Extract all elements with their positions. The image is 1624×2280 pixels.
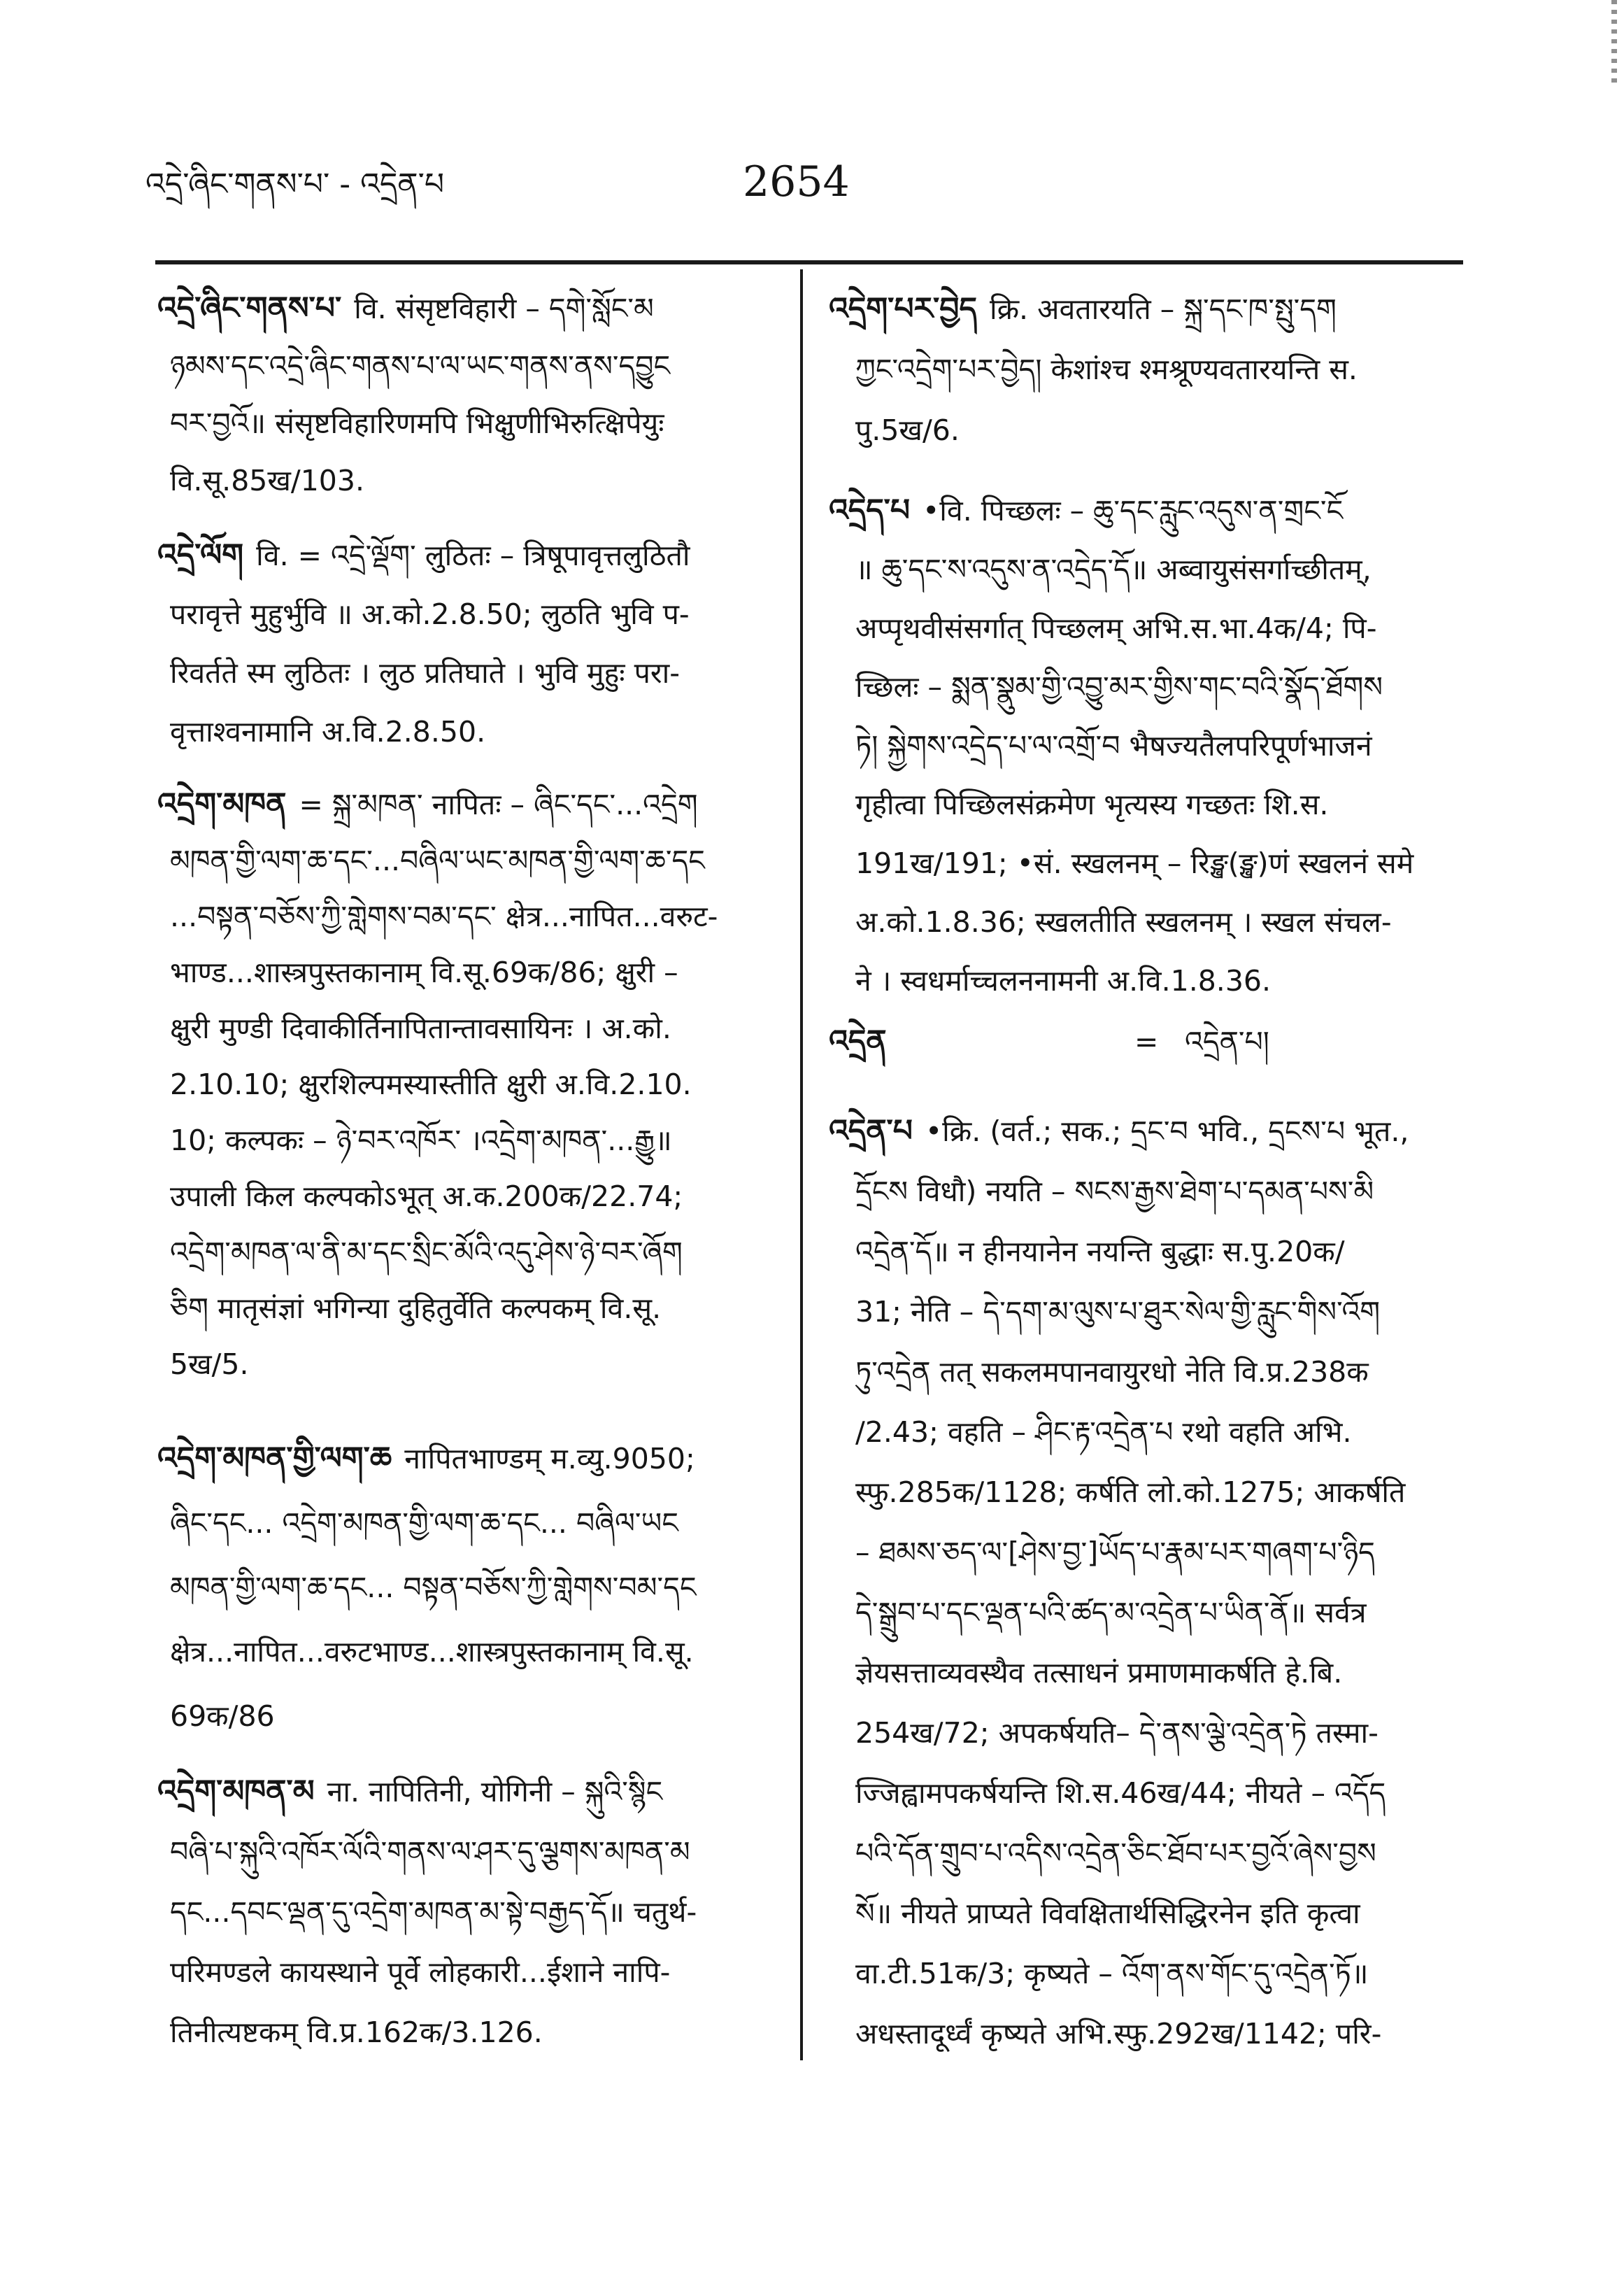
entry-headword: འདྲེག་མཁན་མ xyxy=(157,1773,315,1809)
entry-line: अधस्तादूर्ध्वं कृष्यते अभि.स्फु.292ख/1142; परि- xyxy=(855,2017,1382,2051)
equals-sign: = xyxy=(1134,1025,1159,1058)
entry-line: पु.5ख/6. xyxy=(855,413,960,447)
entry-line xyxy=(829,481,1465,540)
entry-line: ཅིག मातृसंज्ञां भगिन्या दुहितुर्वेति कल्पकम् वि.सू. xyxy=(170,1291,662,1325)
entry-line: /2.43; वहति – ཤིང་རྟ་འདྲེན་པ रथो वहति अभि. xyxy=(855,1415,1352,1449)
entry-line xyxy=(829,1101,1465,1161)
entry-text: नापितभाण्डम् म.व्यु.9050; xyxy=(404,1442,695,1475)
entry-line: परावृत्ते मुहुर्भुवि ॥ अ.को.2.8.50; लुठति भुवि प- xyxy=(170,597,690,631)
dictionary-entry xyxy=(157,526,790,761)
entry-line: – ཐམས་ཅད་ལ་[ཤེས་བྱ་]ཡོད་པ་རྣམ་པར་གཞག་པ་ཉིད xyxy=(855,1536,1375,1569)
entry-headword: འདྲེག་པར་བྱེད xyxy=(829,291,977,327)
entry-line: ...བསྟན་བཅོས་ཀྱི་གླེགས་བམ་དང་ क्षेत्र...नापित...वरुट- xyxy=(170,900,718,933)
scan-edge-artifact xyxy=(1611,0,1617,83)
entry-line: དྲོངས विधौ) नयति – སངས་རྒྱས་ཐེག་པ་དམན་པས་མི xyxy=(855,1175,1374,1208)
entry-line: དང...དབང་ལྡན་དུ་འདྲེག་མཁན་མ་སྟེ་བརྒྱད་དོ॥ चतुर्थ- xyxy=(170,1895,697,1929)
entry-headword: འདྲེན་པ xyxy=(829,1113,913,1149)
entry-line xyxy=(829,278,1465,339)
entry-line: अप्पृथवीसंसर्गात् पिच्छलम् अभि.स.भा.4क/4; पि- xyxy=(855,611,1377,645)
entry-line: परिमण्डले कायस्थाने पूर्वे लोहकारी...ईशाने नापि- xyxy=(170,1955,671,1989)
right-column xyxy=(829,0,1465,2280)
entry-line: ཉམས་དང་འདྲེ་ཞིང་གནས་པ་ལ་ཡང་གནས་ནས་དབྱུང xyxy=(170,349,671,383)
entry-line: उपाली किल कल्पकोऽभूत् अ.क.200क/22.74; xyxy=(170,1180,683,1213)
entry-text: •क्रि. (वर्त.; सक.; དྲང་བ भवि., དྲངས་པ भूत., xyxy=(925,1114,1409,1148)
entry-text: ना. नापितिनी, योगिनी – སྐུའི་སྙིང xyxy=(327,1775,663,1808)
entry-line: वि.सू.85ख/103. xyxy=(170,464,365,497)
left-column xyxy=(157,0,790,2280)
entry-line xyxy=(157,1762,790,1822)
entry-line: 69क/86 xyxy=(170,1699,275,1733)
entry-headword: འདྲེ་ལོག xyxy=(157,537,244,573)
entry-line: गृहीत्वा पिच्छिलसंक्रमेण भृत्यस्य गच्छतः शि.स. xyxy=(855,788,1329,821)
entry-line: भाण्ड...शास्त्रपुस्तकानाम् वि.सू.69क/86; क्षुरी – xyxy=(170,956,678,989)
entry-line: ज्जिह्वामपकर्षयन्ति शि.स.46ख/44; नीयते – འདོད xyxy=(855,1776,1386,1810)
entry-line: ने । स्वधर्माच्चलननामनी अ.वि.1.8.36. xyxy=(855,964,1272,998)
running-header-range: འདྲེ་ཞིང་གནས་པ་ - འདྲེན་པ xyxy=(145,167,445,202)
entry-line: अ.को.1.8.36; स्खलतीति स्खलनम् । स्खल संचल- xyxy=(855,905,1392,939)
entry-text: क्रि. अवतारयति – སྐྲ་དང་ཁ་སྤུ་དག xyxy=(989,292,1337,326)
entry-line: क्षेत्र...नापित...वरुटभाण्ड...शास्त्रपुस्तकानाम् वि.सू. xyxy=(170,1635,694,1669)
entry-text: वि. = འདྲེ་ལྡོག་ लुठितः – त्रिषूपावृत्तलुठितौ xyxy=(256,539,690,572)
entry-line: སོ॥ नीयते प्राप्यते विवक्षितार्थसिद्धिरनेन इति कृत्वा xyxy=(855,1897,1360,1930)
column-divider xyxy=(800,269,803,2060)
entry-headword: འདྲེད་པ xyxy=(829,493,911,528)
dictionary-entry xyxy=(157,777,790,1392)
entry-line: वा.टी.51क/3; कृष्यते – འོག་ནས་གོང་དུ་འདྲེན་ཏོ॥ xyxy=(855,1957,1369,1990)
dictionary-entry xyxy=(157,1762,790,2062)
entry-line: བར་བྱའོ॥ संसृष्टविहारिणमपि भिक्षुणीभिरुत्क्षिपेयुः xyxy=(170,406,664,440)
entry-line xyxy=(829,1012,1465,1071)
dictionary-entry xyxy=(829,278,1465,461)
entry-line: तिनीत्यष्टकम् वि.प्र.162क/3.126. xyxy=(170,2016,543,2049)
entry-line: वृत्ताश्वनामानि अ.वि.2.8.50. xyxy=(170,715,486,749)
entry-line: ॥ ཆུ་དང་ས་འདུས་ན་འདྲེད་དོ॥ अब्वायुसंसर्गाच्छीतम्, xyxy=(855,553,1372,586)
entry-line: ཀྱང་འདྲེག་པར་བྱེད། केशांश्च श्मश्रूण्यवतारयन्ति स. xyxy=(855,353,1358,386)
entry-line: क्षुरी मुण्डी दिवाकीर्तिनापितान्तावसायिनः । अ.को. xyxy=(170,1012,671,1045)
entry-headword: འདྲེན xyxy=(829,1024,887,1059)
entry-line: 5ख/5. xyxy=(170,1347,249,1381)
entry-line xyxy=(157,777,790,833)
entry-line: པའི་དོན་གྲུབ་པ་འདིས་འདྲེན་ཅིང་ཐོབ་པར་བྱའོ་ཞེས་བྱས xyxy=(855,1836,1376,1870)
entry-line xyxy=(157,280,790,337)
entry-line: ज्ञेयसत्ताव्यवस्थैव तत्साधनं प्रमाणमाकर्षति हे.बि. xyxy=(855,1656,1343,1690)
entry-line: ཏེ། སྐྱེགས་འདྲེད་པ་ལ་འགྲོ་བ भैषज्यतैलपरिपूर्णभाजनं xyxy=(855,729,1372,763)
cross-reference-target: འདྲེན་པ། xyxy=(1185,1025,1269,1058)
entry-headword: འདྲེ་ཞིང་གནས་པ་ xyxy=(157,290,342,326)
entry-line: ཏུ་འདྲེན तत् सकलमपानवायुरधो नेति वि.प्र.238क xyxy=(855,1355,1369,1389)
entry-line: དེ་སྒྲུབ་པ་དང་ལྡན་པའི་ཚད་མ་འདྲེན་པ་ཡིན་ནོ॥ सर्वत्र xyxy=(855,1596,1367,1629)
entry-text: = སྐྲ་མཁན་ नापितः – ཞིང་དང་...འདྲེག xyxy=(299,788,698,821)
entry-line: མཁན་གྱི་ལག་ཆ་དང... བསྟན་བཅོས་ཀྱི་གླེགས་བམ་དང xyxy=(170,1571,697,1604)
entry-line xyxy=(157,526,790,585)
entry-line: 2.10.10; क्षुरशिल्पमस्यास्तीति क्षुरी अ.वि.2.10. xyxy=(170,1068,692,1101)
entry-text: •वि. पिच्छलः – ཆུ་དང་རླུང་འདུས་ན་གྲང་ངོ xyxy=(923,494,1344,527)
entry-headword: འདྲེག་མཁན xyxy=(157,786,287,822)
entry-line: रिवर्तते स्म लुठितः । लुठ प्रतिघाते । भुवि मुहुः परा- xyxy=(170,656,681,690)
entry-line: འདྲེན་དོ॥ न हीनयानेन नयन्ति बुद्धाः स.पु.20क/ xyxy=(855,1235,1345,1268)
entry-line xyxy=(157,1426,790,1491)
entry-line: བཞི་པ་སྐུའི་འཁོར་ལོའི་གནས་ལ་ཤར་དུ་ལྕགས་མཁན་མ xyxy=(170,1835,690,1869)
entry-line: 191ख/191; •सं. स्खलनम् – रिङ्ख(ङ्ख)णं स्खलनं समे xyxy=(855,847,1414,880)
dictionary-entry xyxy=(157,280,790,509)
entry-line: 31; नेति – དེ་དག་མ་ལུས་པ་ཐུར་སེལ་གྱི་རླུང་གིས་འོག xyxy=(855,1295,1381,1329)
entry-line: च्छिलः – སྨན་སྣུམ་གྱི་འབྱུ་མར་གྱིས་གང་བའི་སྣོད་ཐོགས xyxy=(855,670,1383,704)
cross-reference-entry xyxy=(829,1012,1465,1071)
dictionary-entry xyxy=(829,481,1465,1010)
entry-line: ཞིང་དང... འདྲེག་མཁན་གྱི་ལག་ཆ་དང... བཞིལ་ཡང xyxy=(170,1506,678,1540)
entry-line: འདྲེག་མཁན་ལ་ནི་མ་དང་སྲིང་མོའི་འདུ་ཤེས་ཉེ་བར་ཞོག xyxy=(170,1235,683,1269)
dictionary-entry xyxy=(829,1101,1465,2064)
entry-line: མཁན་གྱི་ལག་ཆ་དང་...བཞིལ་ཡང་མཁན་གྱི་ལག་ཆ་དང xyxy=(170,844,705,877)
dictionary-entry xyxy=(157,1426,790,1748)
entry-headword: འདྲེག་མཁན་གྱི་ལག་ཆ xyxy=(157,1440,392,1476)
entry-text: वि. संसृष्टविहारी – དགེ་སློང་མ xyxy=(354,292,654,325)
entry-line: 10; कल्पकः – ཉེ་བར་འཁོར་ ।འདྲེག་མཁན་...རྒྱུ॥ xyxy=(170,1124,672,1157)
entry-line: 254ख/72; अपकर्षयति– དེ་ནས་ལྕེ་འདྲེན་ཏེ तस्मा- xyxy=(855,1716,1379,1750)
entry-line: स्फु.285क/1128; कर्षति लो.को.1275; आकर्षति xyxy=(855,1475,1406,1509)
page-number: 2654 xyxy=(743,157,850,206)
